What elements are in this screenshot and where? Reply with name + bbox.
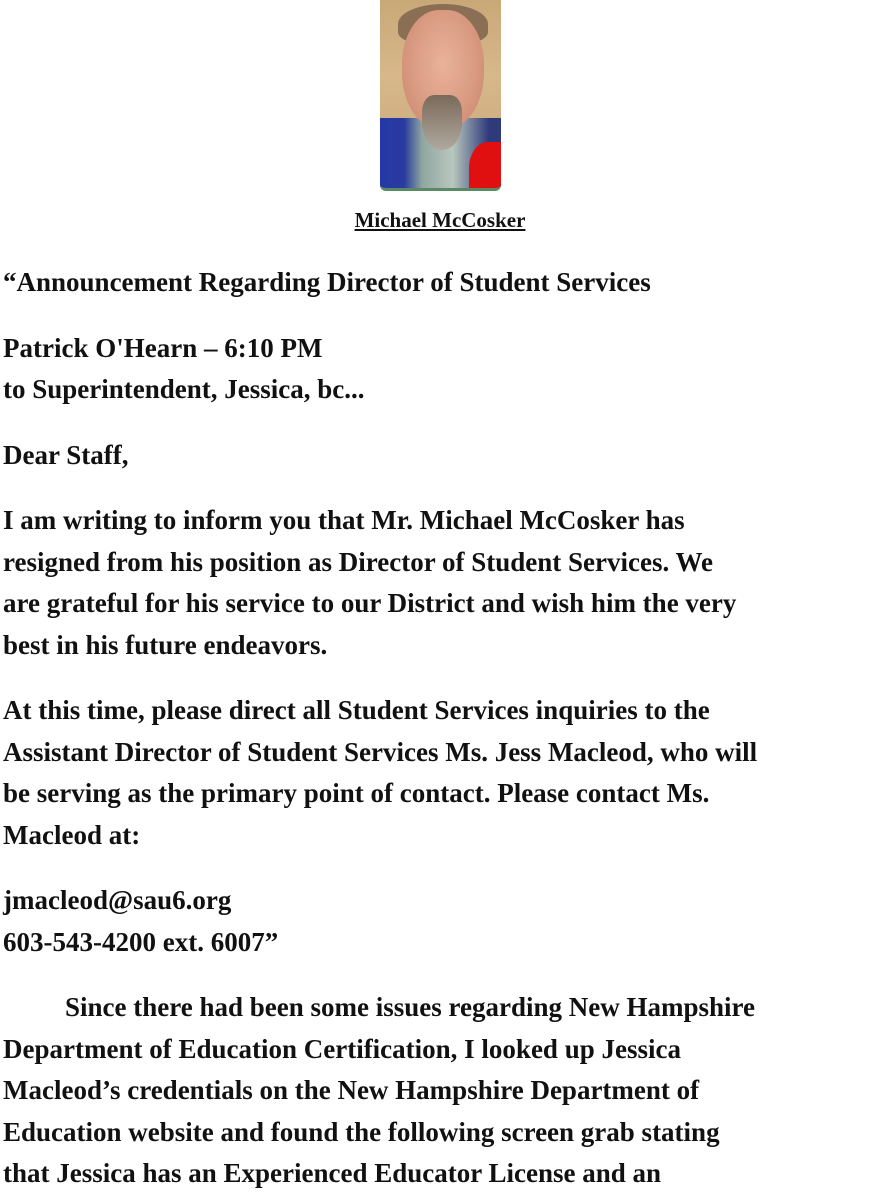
body-paragraph-1 [3,500,880,666]
sender-line: Patrick O'Hearn – 6:10 PM [3,332,323,363]
text-line: are grateful for his service to our District and wish him the very [3,588,737,618]
email-header [3,328,880,411]
text-line: Education website and found the following screen grab stating [3,1116,720,1147]
photo-caption: Michael McCosker [354,208,526,232]
email-title: “Announcement Regarding Director of Student Services [3,267,651,297]
text-line: Macleod’s credentials on the New Hampshire Department of [3,1075,700,1105]
portrait-photo [380,0,501,191]
body-paragraph-2 [3,690,880,856]
contact-phone: 603-543-4200 ext. 6007” [3,926,279,957]
text-line: that Jessica has an Experienced Educator License and an [3,1158,662,1188]
recipients-line: to Superintendent, Jessica, bc... [3,374,365,404]
contact-email: jmacleod@sau6.org [3,885,232,915]
text-line: At this time, please direct all Student Services inquiries to the [3,695,710,725]
text-line: Since there had been some issues regarding New Hampshire [65,992,756,1022]
text-line: Macleod at: [3,819,141,850]
document-body [3,262,880,1195]
red-badge [469,142,501,191]
text-line: be serving as the primary point of contact. Please contact Ms. [3,778,710,808]
contact-info [3,880,880,963]
text-line: Assistant Director of Student Services Ms. Jess Macleod, who will [3,736,758,767]
commentary-paragraph [3,987,880,1195]
text-line: I am writing to inform you that Mr. Michael McCosker has [3,505,685,535]
photo-beard [422,95,462,150]
text-line: Department of Education Certification, I looked up Jessica [3,1033,681,1064]
text-line: best in his future endeavors. [3,629,328,660]
text-line: resigned from his position as Director of Student Services. We [3,546,713,577]
greeting: Dear Staff, [3,439,129,470]
